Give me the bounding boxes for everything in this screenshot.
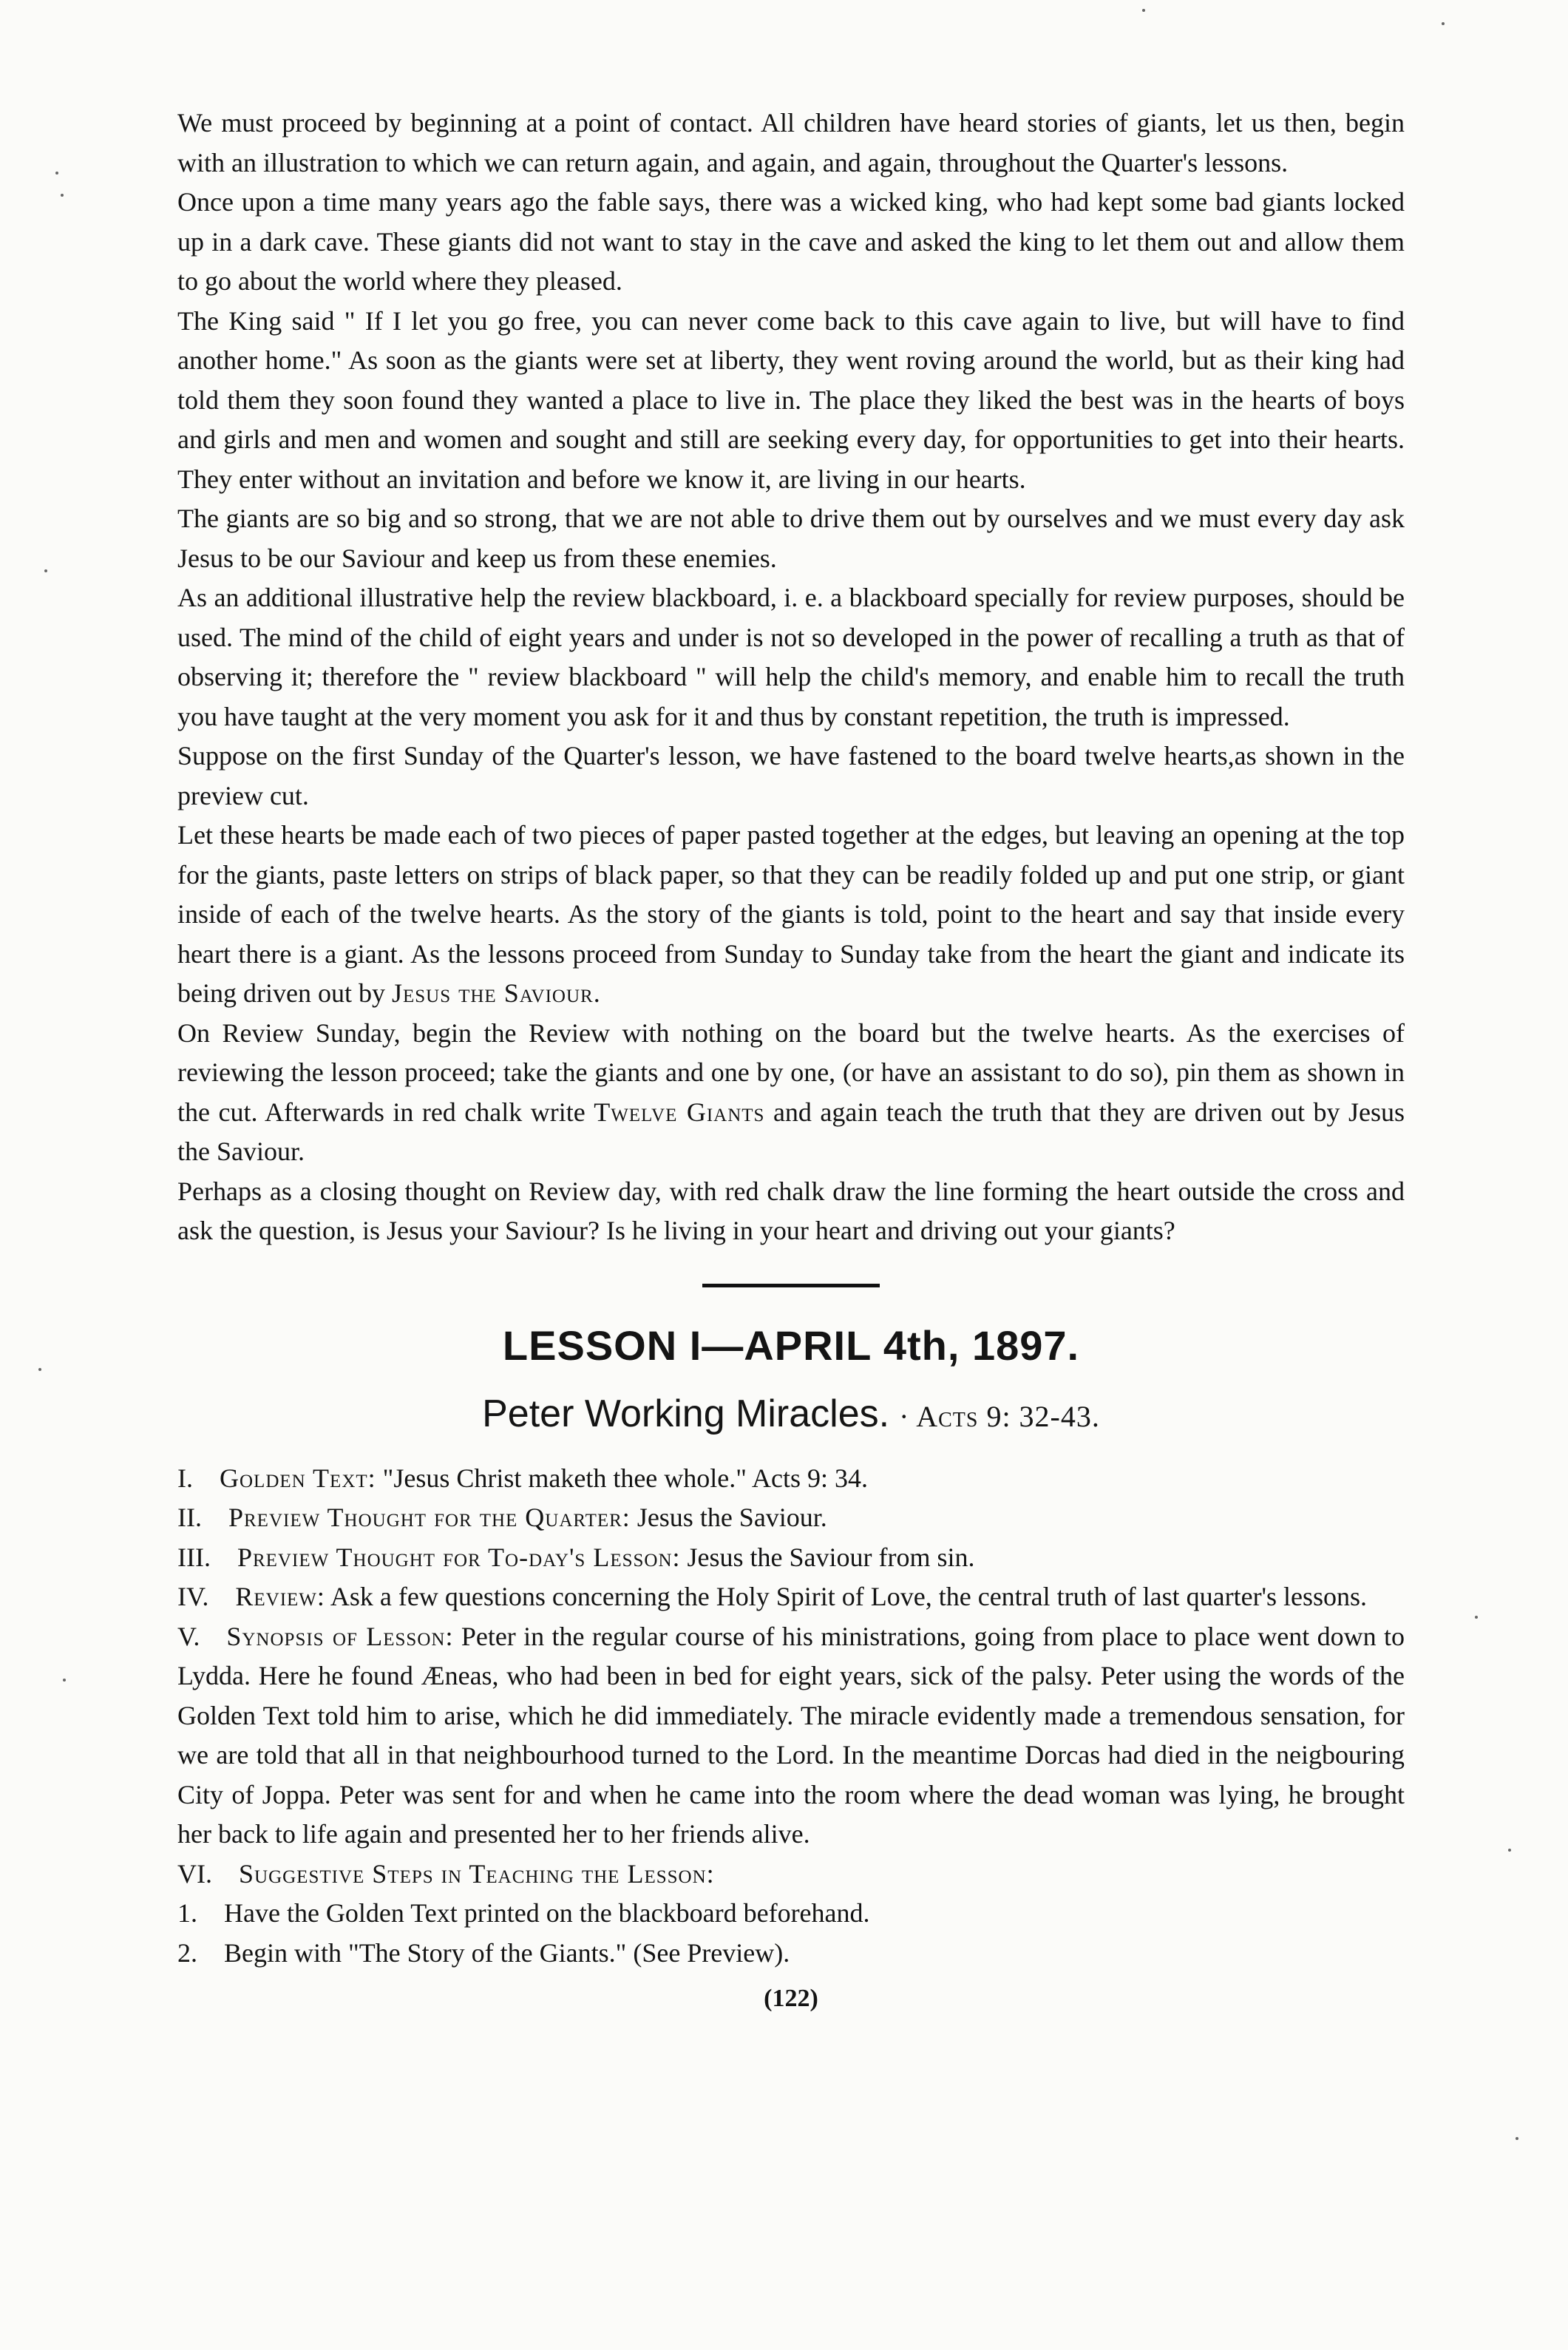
paragraph-text: and again teach the truth that they are driven out by Jesus the Saviour.	[177, 1097, 1405, 1166]
lesson-step	[177, 1934, 1405, 1974]
paragraph: Perhaps as a closing thought on Review day, with red chalk draw the line forming the heart outside the cross and ask the question, is Jesus your Saviour? Is he living in your heart and driving out your giants?	[177, 1176, 1405, 1245]
paragraph: Suppose on the first Sunday of the Quarter's lesson, we have fastened to the board twelve hearts,as shown in the preview cut.	[177, 741, 1405, 810]
lesson-item	[177, 1855, 1405, 1894]
lesson-item-number: V.	[177, 1621, 227, 1651]
paragraph: We must proceed by beginning at a point of contact. All children have heard stories of giants, let us then, begin with an illustration to which we can return again, and again, and again, throughout the Quarter's lessons.	[177, 108, 1405, 177]
lesson-item-text: Jesus the Saviour.	[630, 1503, 827, 1532]
lesson-subtitle	[177, 1388, 1405, 1443]
lesson-item	[177, 1459, 1405, 1499]
lesson-item-label: Suggestive Steps in Teaching the Lesson:	[239, 1858, 715, 1889]
lesson-item	[177, 1498, 1405, 1538]
lesson-items	[177, 1459, 1405, 1894]
lesson-item-number: IV.	[177, 1582, 236, 1611]
lesson-item-number: III.	[177, 1542, 237, 1572]
lesson-item-number: VI.	[177, 1858, 239, 1889]
lesson-item-label: Synopsis of Lesson:	[226, 1621, 454, 1651]
lesson-subtitle-text: Peter Working Miracles.	[482, 1392, 890, 1435]
emphasis-small-caps: Twelve Giants	[594, 1097, 765, 1127]
page-number: (122)	[764, 1985, 818, 2012]
paragraph	[177, 816, 1405, 1014]
lesson-step-text: Have the Golden Text printed on the blackboard beforehand.	[224, 1898, 870, 1928]
lesson-item-label: Golden Text:	[220, 1463, 376, 1493]
lesson-item	[177, 1538, 1405, 1578]
paragraph: As an additional illustrative help the review blackboard, i. e. a blackboard specially for review purposes, should be used. The mind of the child of eight years and under is not so developed in the power of recalling a truth as that of observing it; therefore the " review blackboard " will help the child's memory, and enable him to recall the truth you have taught at the very moment you ask for it and thus by constant repetition, the truth is impressed.	[177, 583, 1405, 731]
lesson-item	[177, 1577, 1405, 1617]
lesson-item-label: Preview Thought for To-day's Lesson:	[237, 1542, 681, 1572]
paragraph-text: Let these hearts be made each of two pieces of paper pasted together at the edges, but leaving an opening at the top for the giants, paste letters on strips of black paper, so that they can be readily folded up and put one strip, or giant inside of each of the twelve hearts. As the story of the giants is told, point to the heart and say that inside every heart there is a giant. As the lessons proceed from Sunday to Sunday take from the heart the giant and indicate its being driven out by	[177, 820, 1405, 1008]
lesson-item-label: Review:	[235, 1582, 325, 1611]
text-column	[177, 104, 1405, 2019]
lesson-step-text: Begin with "The Story of the Giants." (See Preview).	[224, 1937, 790, 1968]
lesson-item-text: Ask a few questions concerning the Holy Spirit of Love, the central truth of last quarter's lessons.	[325, 1582, 1368, 1611]
lesson-steps	[177, 1894, 1405, 1973]
lesson-item-number: II.	[177, 1503, 228, 1532]
lesson-item-text: Jesus the Saviour from sin.	[680, 1542, 975, 1572]
paragraph: The King said " If I let you go free, you can never come back to this cave again to live, but will have to find another home." As soon as the giants were set at liberty, they went roving around the world, but as their king had told them they soon found they wanted a place to live in. The place they liked the best was in the hearts of boys and girls and men and women and sought and still are seeking every day, for opportunities to get into their hearts. They enter without an invitation and before we know it, are living in our hearts.	[177, 305, 1405, 494]
lesson-item-text: Peter in the regular course of his ministrations, going from place to place went down to Lydda. Here he found Æneas, who had been in bed for eight years, sick of the palsy. Peter using the words of the Golden Text told him to arise, which he did immediately. The miracle evidently made a tremendous sensation, for we are told that all in that neighbourhood turned to the Lord. In the meantime Dorcas had died in the neigbouring City of Joppa. Peter was sent for and when he came into the room where the dead woman was lying, he brought her back to life again and presented her to her friends alive.	[177, 1621, 1405, 1849]
paragraph: Once upon a time many years ago the fable says, there was a wicked king, who had kept some bad giants locked up in a dark cave. These giants did not want to stay in the cave and asked the king to let them out and allow them to go about the world where they pleased.	[177, 187, 1405, 296]
lesson-step-number: 2.	[177, 1937, 224, 1968]
lesson-item-number: I.	[177, 1463, 220, 1493]
paragraph-text: On Review Sunday, begin the Review with nothing on the board but the twelve hearts. As the exercises of reviewing the lesson proceed; take the giants and one by one, (or have an assistant to do so), pin them as shown in the cut. Afterwards in red chalk write	[177, 1017, 1405, 1127]
section-divider	[702, 1284, 880, 1287]
lesson-step-number: 1.	[177, 1898, 224, 1928]
emphasis-small-caps: Jesus the Saviour.	[391, 978, 601, 1008]
paragraph: The giants are so big and so strong, that we are not able to drive them out by ourselves and we must every day ask Jesus to be our Saviour and keep us from these enemies.	[177, 504, 1405, 573]
lesson-item	[177, 1617, 1405, 1855]
lesson-title: LESSON I—APRIL 4th, 1897.	[502, 1321, 1080, 1369]
lesson-item-label: Preview Thought for the Quarter:	[228, 1503, 631, 1532]
lesson-item-text: "Jesus Christ maketh thee whole." Acts 9: 34.	[376, 1463, 868, 1493]
lesson-reference: · Acts 9: 32-43.	[899, 1399, 1100, 1433]
lesson-step	[177, 1894, 1405, 1934]
paragraph	[177, 1014, 1405, 1172]
